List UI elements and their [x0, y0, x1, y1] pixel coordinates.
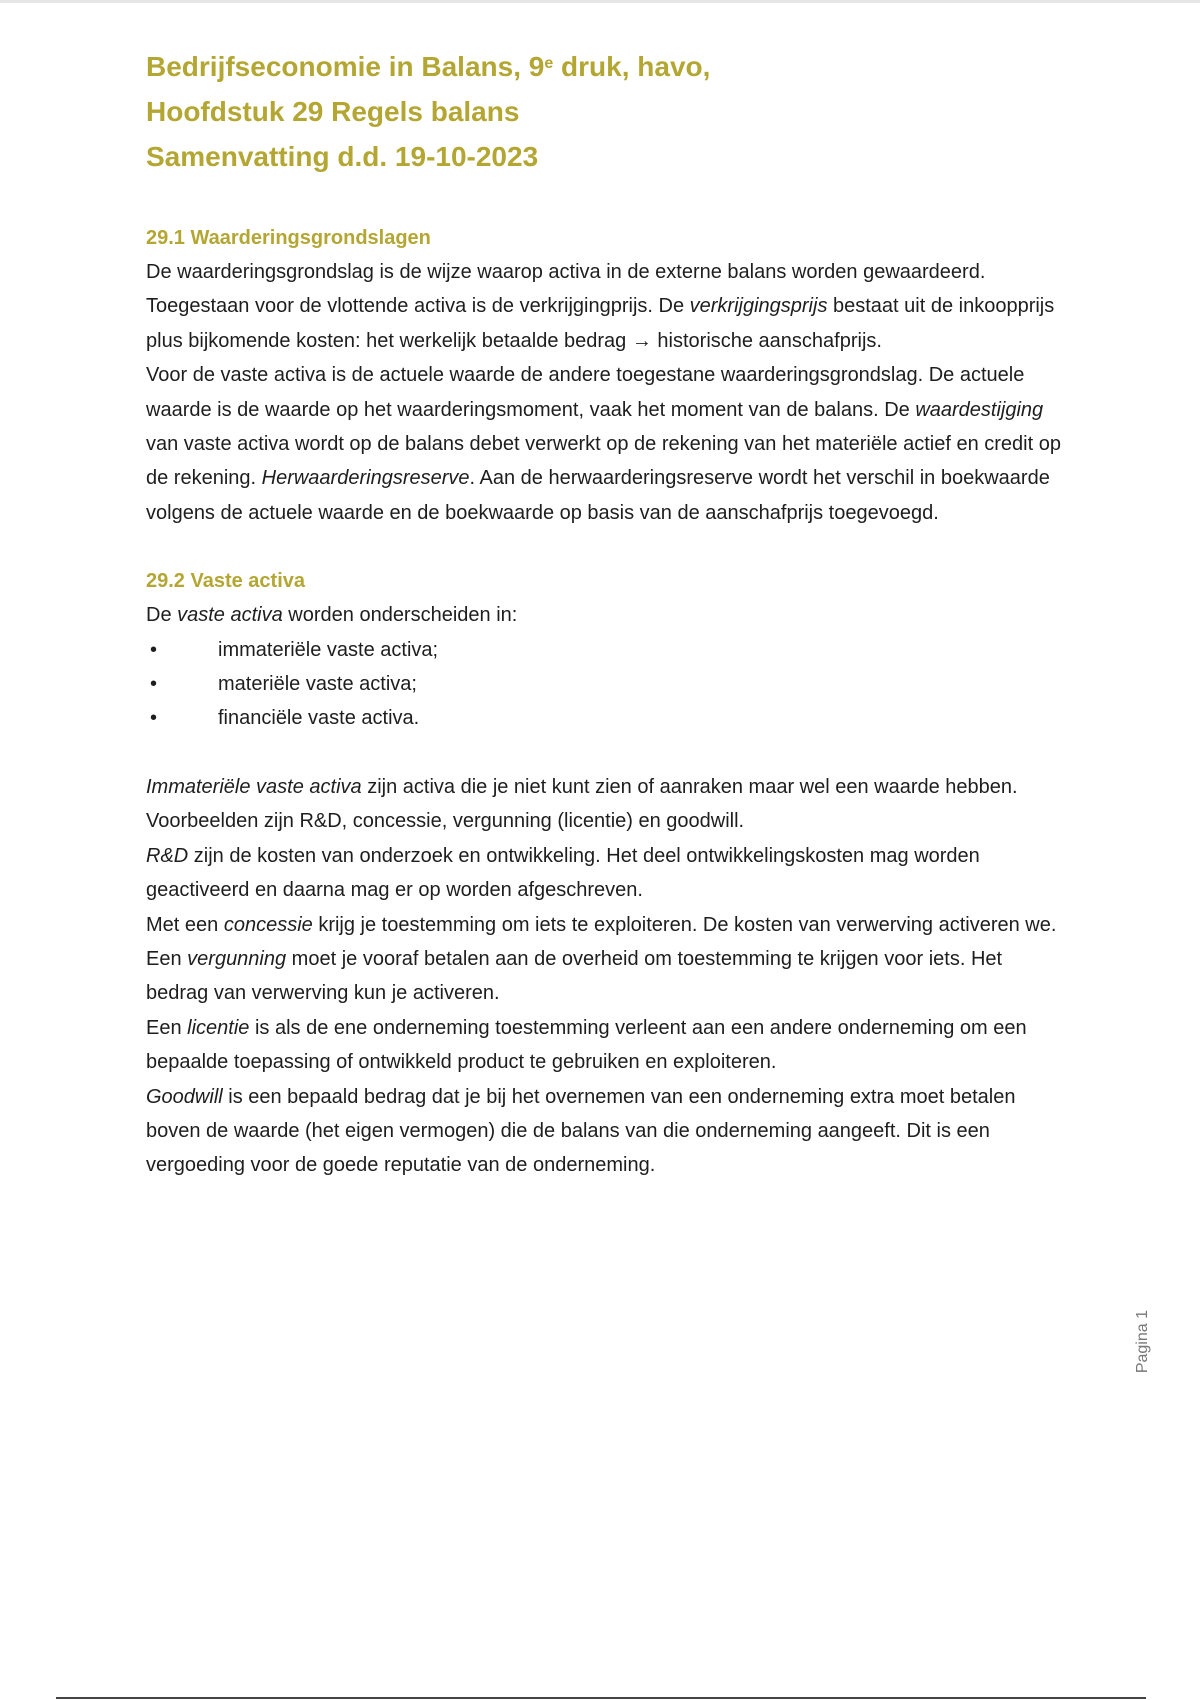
- list-item: • financiële vaste activa.: [150, 707, 420, 730]
- bottom-rule: [56, 1697, 1146, 1699]
- document-title: [146, 44, 1066, 179]
- paragraph-goodwill: Goodwill is een bepaald bedrag dat je bij het overnemen van een onderneming extra moet betalen boven de waarde (het eigen vermogen) die de balans van die onderneming aangeeft. Dit is een vergoeding voor de goede reputatie van de onderneming.: [146, 1085, 1016, 1177]
- page-number: Pagina 1: [1134, 1310, 1151, 1374]
- list-item: • materiële vaste activa;: [150, 673, 417, 696]
- section-heading-29-1: 29.1 Waarderingsgrondslagen: [146, 227, 431, 249]
- document-page: [146, 44, 1066, 1183]
- paragraph-verkrijgingsprijs: De waarderingsgrondslag is de wijze waarop activa in de externe balans worden gewaardeerd. Toegestaan voor de vlottende activa is de verkrijgingprijs. De verkrijgingsprijs bestaat uit de inkoopprijs plus bijkomende kosten: het werkelijk betaalde bedrag → historische aanschafprijs.: [146, 261, 1055, 352]
- paragraph-actuele-waarde: Voor de vaste activa is de actuele waarde de andere toegestane waarderingsgrondslag. De actuele waarde is de waarde op het waarderingsmoment, vaak het moment van de balans. De waardestijging van vaste activa wordt op de balans debet verwerkt op de rekening van het materiële actief en credit op de rekening. Herwaarderingsreserve. Aan de herwaarderingsreserve wordt het verschil in boekwaarde volgens de actuele waarde en de boekwaarde op basis van de aanschafprijs toegevoegd.: [146, 364, 1061, 524]
- list-item: • immateriële vaste activa;: [150, 638, 439, 661]
- title-line-3: Samenvatting d.d. 19-10-2023: [146, 141, 539, 172]
- section-heading-29-2: 29.2 Vaste activa: [146, 570, 306, 593]
- top-border: [0, 0, 1200, 3]
- paragraph-concessie: Met een concessie krijg je toestemming om iets te exploiteren. De kosten van verwerving activeren we.: [146, 913, 1057, 936]
- paragraph-vergunning: Een vergunning moet je vooraf betalen aan de overheid om toestemming te krijgen voor iets. Het bedrag van verwerving kun je activeren.: [146, 947, 1003, 1005]
- paragraph-vaste-activa-intro: De vaste activa worden onderscheiden in:: [146, 604, 518, 627]
- paragraph-immateriele-activa: Immateriële vaste activa zijn activa die je niet kunt zien of aanraken maar wel een waarde hebben. Voorbeelden zijn R&D, concessie, vergunning (licentie) en goodwill.: [146, 775, 1018, 833]
- paragraph-licentie: Een licentie is als de ene onderneming toestemming verleent aan een andere onderneming om een bepaalde toepassing of ontwikkeld product te gebruiken en exploiteren.: [146, 1016, 1027, 1074]
- paragraph-rd: R&D zijn de kosten van onderzoek en ontwikkeling. Het deel ontwikkelingskosten mag worden geactiveerd en daarna mag er op worden afgeschreven.: [146, 844, 980, 902]
- title-line-1: Bedrijfseconomie in Balans, 9e druk, havo,: [146, 51, 711, 82]
- title-line-2: Hoofdstuk 29 Regels balans: [146, 96, 520, 127]
- vaste-activa-list: [146, 633, 1066, 736]
